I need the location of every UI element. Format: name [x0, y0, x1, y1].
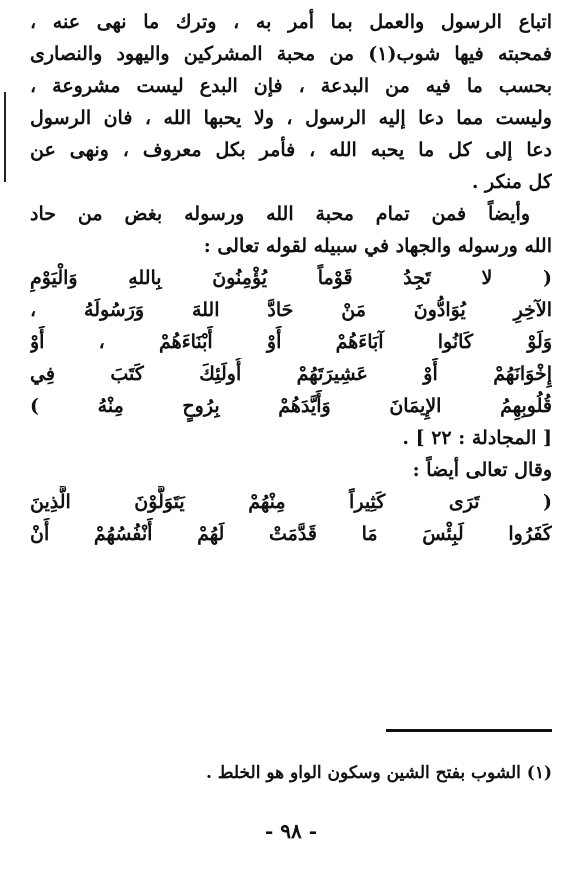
page-body: [30, 6, 552, 550]
margin-mark: [4, 92, 6, 182]
verse-line-3: وَلَوْ كَانُوا آبَاءَهُمْ أَوْ أَبْنَاءَهُمْ ، أَوْ: [30, 331, 552, 353]
verse-line-4: إِخْوَانَهُمْ أَوْ عَشِيرَتَهُمْ أُولَئِكَ كَتَبَ فِي: [30, 363, 552, 385]
verse-line-7: كَفَرُوا لَبِئْسَ مَا قَدَّمَتْ لَهُمْ أَنْفُسُهُمْ أَنْ: [30, 523, 552, 545]
body-line-4: وليست مما دعا إليه الرسول ، ولا يحبها الله ، فان الرسول: [30, 107, 552, 129]
surah-reference: [ المجادلة : ٢٢ ] .: [402, 427, 552, 449]
body-line-1: اتباع الرسول والعمل بما أمر به ، وترك ما نهى عنه ،: [30, 11, 552, 33]
verse-line-2: الآخِرِ يُوَادُّونَ مَنْ حَادَّ اللهَ وَرَسُولَهُ ،: [30, 299, 552, 321]
verse-line-5: قُلُوبِهِمُ الإِيمَانَ وَأَيَّدَهُمْ بِرُوحٍ مِنْهُ ): [30, 395, 552, 417]
footnote: (١) الشوب بفتح الشين وسكون الواو هو الخلط .: [205, 763, 552, 783]
body-line-5: دعا إلى كل ما يحبه الله ، فأمر بكل معروف ، ونهى عن: [30, 139, 552, 161]
body-line-2: فمحبته فيها شوب(١) من محبة المشركين واليهود والنصارى: [30, 43, 552, 65]
page-number: - ٩٨ -: [264, 819, 317, 843]
body-line-8: الله ورسوله والجهاد في سبيله لقوله تعالى :: [203, 235, 552, 257]
footnote-separator: [386, 729, 552, 732]
body-line-6: كل منكر .: [471, 171, 552, 193]
body-line-intro: وقال تعالى أيضاً :: [412, 459, 552, 481]
verse-line-1: ( لا تَجِدُ قَوْماً يُؤْمِنُونَ بِاللهِ وَالْيَوْمِ: [30, 267, 552, 289]
verse-line-6: ( تَرَى كَثِيراً مِنْهُمْ يَتَوَلَّوْنَ الَّذِينَ: [30, 491, 552, 513]
body-line-3: بحسب ما فيه من البدعة ، فإن البدع ليست مشروعة ،: [30, 75, 552, 97]
body-line-7: وأيضاً فمن تمام محبة الله ورسوله بغض من حاد: [30, 203, 530, 225]
